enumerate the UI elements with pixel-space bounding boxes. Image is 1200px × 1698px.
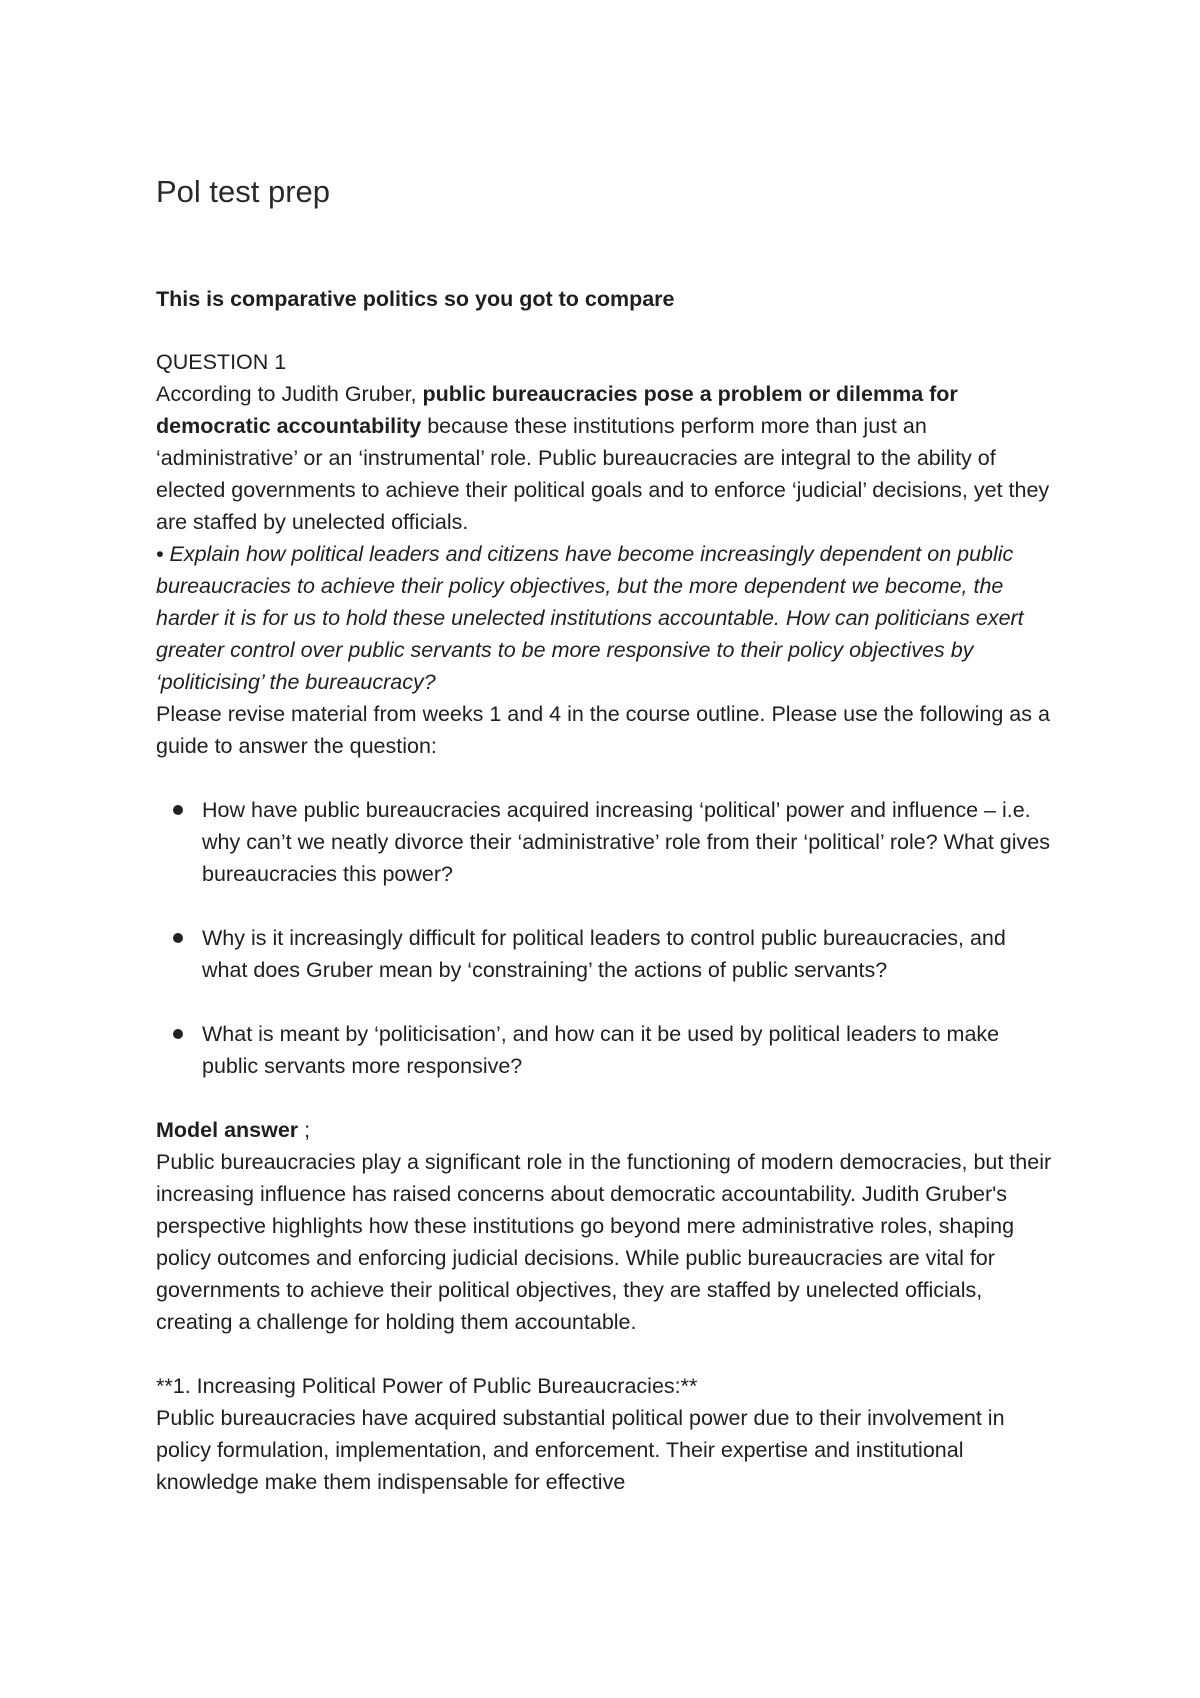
question-label: QUESTION 1 — [156, 350, 287, 374]
document-title: Pol test prep — [156, 174, 331, 209]
revise-note: Please revise material from weeks 1 and 4 in the course outline. Please use the following as a guide to answer the question: — [156, 702, 1050, 758]
guide-bullet — [156, 922, 1056, 986]
guide-bullet-text: Why is it increasingly difficult for political leaders to control public bureaucracies, and what does Gruber mean by ‘constraining’ the actions of public servants? — [202, 926, 1006, 982]
question-intro: According to Judith Gruber, — [156, 382, 423, 406]
document-page — [156, 170, 1056, 1498]
question-text — [156, 378, 1056, 538]
document-subtitle: This is comparative politics so you got to compare — [156, 287, 675, 311]
section1-body: Public bureaucracies have acquired substantial political power due to their involvement in policy formulation, implementation, and enforcement. Their expertise and institutional knowledge make them indispensable for effective — [156, 1406, 1005, 1494]
question-rest: because these institutions perform more than just an ‘administrative’ or an ‘instrumental’ role. Public bureaucracies are integral to the ability of elected governments to achieve their political goals and to enforce ‘judicial’ decisions, yet they are staffed by unelected officials. — [156, 414, 1050, 534]
guide-bullet-text: What is meant by ‘politicisation’, and how can it be used by political leaders to make public servants more responsive? — [202, 1022, 1000, 1078]
section1-heading: **1. Increasing Political Power of Public Bureaucracies:** — [156, 1374, 698, 1398]
guide-bullet-text: How have public bureaucracies acquired increasing ‘political’ power and influence – i.e. why can’t we neatly divorce their ‘administrative’ role from their ‘political’ role? What gives bureaucracies this power? — [202, 798, 1050, 886]
model-answer-body: Public bureaucracies play a significant role in the functioning of modern democracies, but their increasing influence has raised concerns about democratic accountability. Judith Gruber's perspective highlights how these institutions go beyond mere administrative roles, shaping policy outcomes and enforcing judicial decisions. While public bureaucracies are vital for governments to achieve their political objectives, they are staffed by unelected officials, creating a challenge for holding them accountable. — [156, 1150, 1052, 1334]
bullet-dot-icon — [173, 805, 183, 815]
guide-bullet — [156, 794, 1056, 890]
guide-bullet-list — [156, 794, 1056, 1082]
model-answer-suffix: ; — [298, 1118, 311, 1142]
bullet-dot-icon — [173, 933, 183, 943]
question-bold: public bureaucracies pose a problem or dilemma for democratic accountability — [156, 382, 958, 438]
guide-bullet — [156, 1018, 1056, 1082]
bullet-dot-icon — [173, 1029, 183, 1039]
model-answer-heading — [156, 1114, 1056, 1146]
model-answer-label: Model answer — [156, 1118, 299, 1142]
question-prompt: • Explain how political leaders and citizens have become increasingly dependent on public bureaucracies to achieve their policy objectives, but the more dependent we become, the harder it is for us to hold these unelected institutions accountable. How can politicians exert greater control over public servants to be more responsive to their policy objectives by ‘politicising’ the bureaucracy? — [156, 542, 1024, 694]
